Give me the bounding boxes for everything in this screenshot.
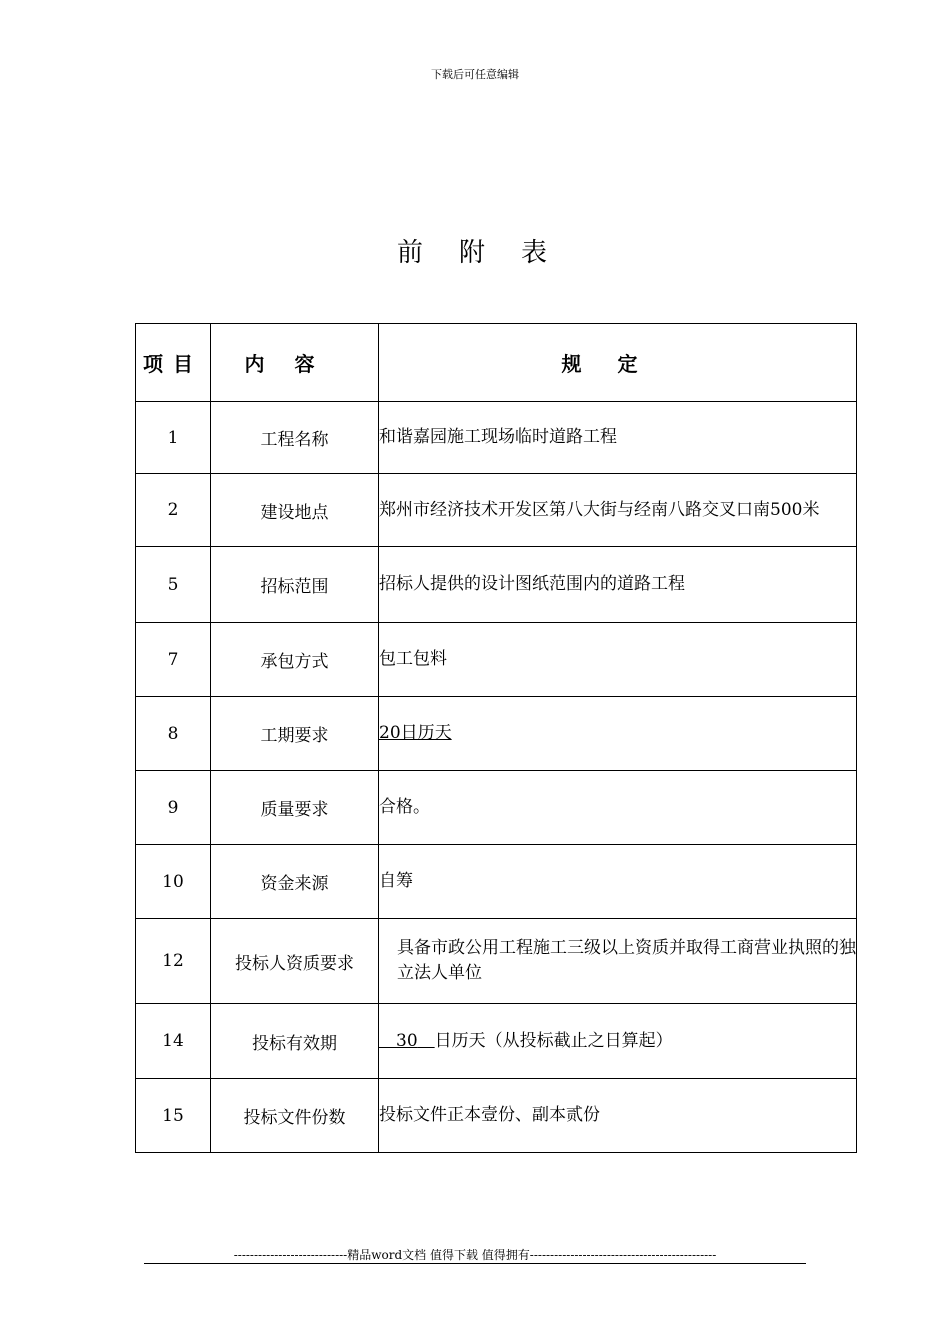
table-row: [136, 919, 857, 1004]
row-value: 郑州市经济技术开发区第八大街与经南八路交叉口南500米: [379, 474, 857, 547]
row-item-name: 建设地点: [211, 474, 379, 547]
table-row: [136, 1079, 857, 1153]
row-value: 和谐嘉园施工现场临时道路工程: [379, 402, 857, 474]
table-row: [136, 623, 857, 697]
front-table: [135, 323, 857, 1153]
header-item: 项目: [136, 324, 211, 402]
row-item-name: 投标有效期: [211, 1004, 379, 1079]
row-value: 投标文件正本壹份、副本贰份: [379, 1079, 857, 1153]
header-rule: 规定: [379, 324, 857, 402]
row-number: 9: [136, 771, 211, 845]
row-item-name: 资金来源: [211, 845, 379, 919]
row-item-name: 承包方式: [211, 623, 379, 697]
row-item-name: 投标文件份数: [211, 1079, 379, 1153]
row-value: 招标人提供的设计图纸范围内的道路工程: [379, 547, 857, 623]
row-number: 14: [136, 1004, 211, 1079]
validity-text: 日历天（从投标截止之日算起）: [434, 1030, 673, 1051]
row-item-name: 质量要求: [211, 771, 379, 845]
row-number: 1: [136, 402, 211, 474]
row-value: 合格。: [379, 771, 857, 845]
row-value: 自筹: [379, 845, 857, 919]
row-number: 15: [136, 1079, 211, 1153]
table-header-row: [136, 324, 857, 402]
row-value: 包工包料: [379, 623, 857, 697]
table-row: [136, 547, 857, 623]
table-row: [136, 1004, 857, 1079]
header-note: 下载后可任意编辑: [431, 68, 519, 81]
row-value: [379, 1004, 857, 1079]
row-number: 7: [136, 623, 211, 697]
row-number: 5: [136, 547, 211, 623]
row-number: 8: [136, 697, 211, 771]
table-row: [136, 771, 857, 845]
row-value: [379, 697, 857, 771]
row-number: 2: [136, 474, 211, 547]
validity-days: 30: [396, 1030, 418, 1051]
footer-note: ----------------------------精品word文档 值得下载 值得拥有----------------------------------------------: [233, 1248, 717, 1262]
page-title: 前附表: [396, 238, 583, 268]
duration-value: 20日历天: [379, 723, 452, 743]
table-row: [136, 697, 857, 771]
table-row: [136, 402, 857, 474]
row-item-name: 招标范围: [211, 547, 379, 623]
row-item-name: 工程名称: [211, 402, 379, 474]
row-number: 10: [136, 845, 211, 919]
table-row: [136, 474, 857, 547]
header-content: 内容: [211, 324, 379, 402]
row-item-name: 投标人资质要求: [211, 919, 379, 1004]
table-row: [136, 845, 857, 919]
row-item-name: 工期要求: [211, 697, 379, 771]
footer-divider: [144, 1263, 806, 1264]
row-number: 12: [136, 919, 211, 1004]
row-value: 具备市政公用工程施工三级以上资质并取得工商营业执照的独立法人单位: [379, 919, 857, 1004]
